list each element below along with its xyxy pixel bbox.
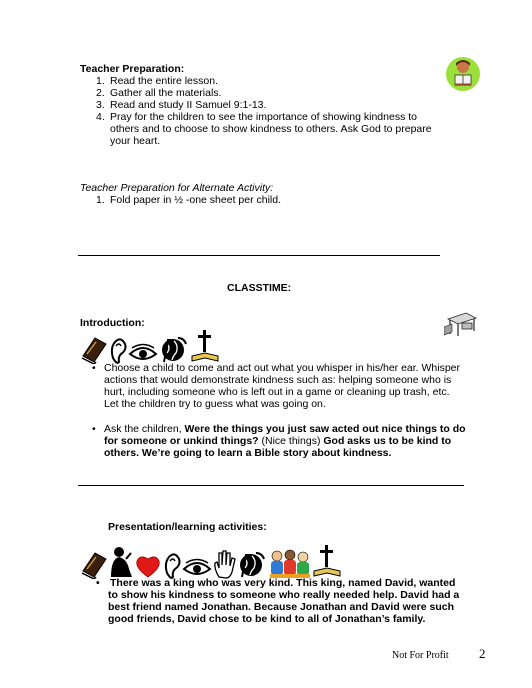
introduction-heading: Introduction: xyxy=(80,317,145,329)
list-item: 1. Fold paper in ½ -one sheet per child. xyxy=(96,194,282,206)
presentation-icon-row xyxy=(80,541,342,579)
list-item: 1. Read the entire lesson. xyxy=(96,75,218,87)
presentation-bullet-1: • There was a king who was very kind. This king, named David, wanted to show his kindness to someone who really needed help. David had a best friend named Jonathan. Because Jonathan and David were such good friends, David chose to be kind to all of Jonathan’s family. xyxy=(96,577,460,625)
presentation-heading: Presentation/learning activities: xyxy=(108,521,267,533)
cross-book-icon xyxy=(190,328,220,364)
list-item: 2. Gather all the materials. xyxy=(96,87,222,99)
praying-globe-icon xyxy=(236,547,268,579)
school-desk-icon xyxy=(444,309,480,337)
heart-icon xyxy=(134,553,162,579)
page-number: 2 xyxy=(479,646,486,661)
cross-book-icon xyxy=(312,543,342,579)
teacher-reading-icon xyxy=(444,56,482,92)
footer-text: Not For Profit xyxy=(392,650,449,661)
classtime-heading: CLASSTIME: xyxy=(227,282,292,294)
bible-icon xyxy=(80,549,108,579)
alt-prep-list xyxy=(80,194,445,206)
teacher-prep-heading: Teacher Preparation: xyxy=(80,63,185,75)
introduction-icon-row xyxy=(80,328,220,364)
ear-icon xyxy=(108,334,128,364)
list-item: 4. Pray for the children to see the importance of showing kindness to others and to choose to show kindness to others. Ask God to prepare your heart. xyxy=(96,111,432,147)
ear-icon xyxy=(162,549,182,579)
teacher-prep-list xyxy=(80,75,445,147)
bible-icon xyxy=(80,334,108,364)
praying-person-icon xyxy=(108,545,134,579)
alt-prep-heading: Teacher Preparation for Alternate Activity: xyxy=(80,182,274,194)
intro-bullet-1: • Choose a child to come and act out what you whisper in his/her ear. Whisper actions that would demonstrate kindness such as: helping someone who is hurt, including someone who is left out in a game or cleaning up trash, etc. Let the children try to guess what was going on. xyxy=(92,362,461,410)
hand-icon xyxy=(212,547,236,579)
children-group-icon xyxy=(268,547,312,579)
list-item: 3. Read and study II Samuel 9:1-13. xyxy=(96,99,267,111)
divider xyxy=(78,255,440,256)
intro-bullet-2: • Ask the children, Were the things you just saw acted out nice things to do for someone or unkind things? (Nice things) God asks us to be kind to others. We’re going to learn a Bible story about kindness. xyxy=(92,423,466,459)
divider xyxy=(78,485,464,486)
eye-icon xyxy=(182,557,212,579)
praying-globe-icon xyxy=(158,332,190,364)
eye-icon xyxy=(128,342,158,364)
